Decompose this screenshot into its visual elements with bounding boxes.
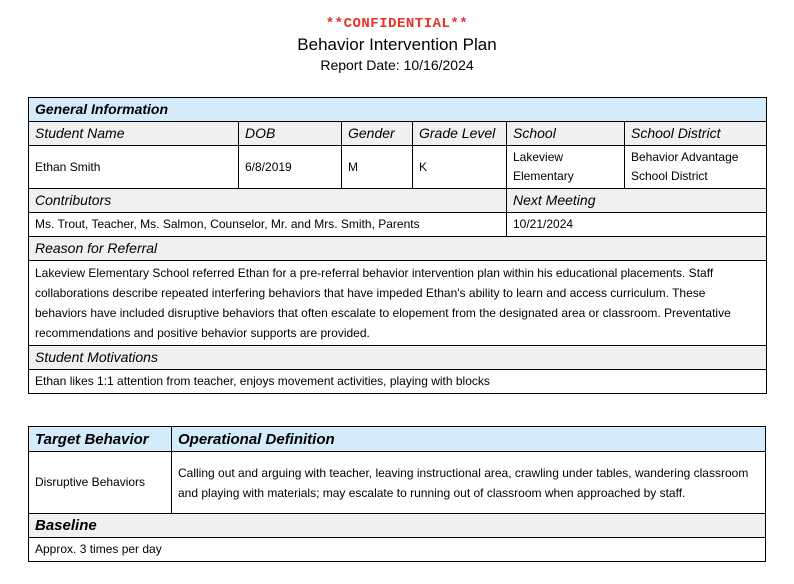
next-meeting-value: 10/21/2024 xyxy=(507,213,767,237)
dob-value: 6/8/2019 xyxy=(239,146,342,189)
student-name-value: Ethan Smith xyxy=(29,146,239,189)
report-date: Report Date: 10/16/2024 xyxy=(320,57,474,73)
school-district-header: School District xyxy=(625,122,767,146)
contributors-label: Contributors xyxy=(29,189,507,213)
school-header: School xyxy=(507,122,625,146)
grade-level-value: K xyxy=(413,146,507,189)
target-behavior-header: Target Behavior xyxy=(29,427,172,452)
student-motivations-text: Ethan likes 1:1 attention from teacher, enjoys movement activities, playing with blocks xyxy=(29,370,767,394)
school-district-value: Behavior Advantage School District xyxy=(625,146,767,189)
operational-definition-header: Operational Definition xyxy=(172,427,766,452)
grade-level-header: Grade Level xyxy=(413,122,507,146)
reason-for-referral-text: Lakeview Elementary School referred Ethan for a pre-referral behavior intervention plan within his educational placements. Staff collaborations describe repeated interfering behaviors that have impeded Ethan's ability to learn and access curriculum. These behaviors have included disruptive behaviors that often escalate to elopement from the designated area or classroom. Preventative recommendations and positive behavior supports are provided. xyxy=(29,261,767,346)
contributors-value: Ms. Trout, Teacher, Ms. Salmon, Counselor, Mr. and Mrs. Smith, Parents xyxy=(29,213,507,237)
page-title: Behavior Intervention Plan xyxy=(297,35,497,54)
next-meeting-label: Next Meeting xyxy=(507,189,767,213)
general-information-heading: General Information xyxy=(29,98,767,122)
target-behavior-value: Disruptive Behaviors xyxy=(29,452,172,514)
school-value: Lakeview Elementary xyxy=(507,146,625,189)
reason-for-referral-label: Reason for Referral xyxy=(29,237,767,261)
confidential-label: **CONFIDENTIAL** xyxy=(325,16,469,32)
baseline-label: Baseline xyxy=(29,514,766,538)
operational-definition-value: Calling out and arguing with teacher, leaving instructional area, crawling under tables, wandering classroom and playing with materials; may escalate to running out of classroom when approached by staff. xyxy=(172,452,766,514)
dob-header: DOB xyxy=(239,122,342,146)
general-information-table xyxy=(28,97,767,394)
target-behavior-table xyxy=(28,426,766,562)
student-motivations-label: Student Motivations xyxy=(29,346,767,370)
gender-value: M xyxy=(342,146,413,189)
gender-header: Gender xyxy=(342,122,413,146)
student-name-header: Student Name xyxy=(29,122,239,146)
baseline-value: Approx. 3 times per day xyxy=(29,538,766,562)
